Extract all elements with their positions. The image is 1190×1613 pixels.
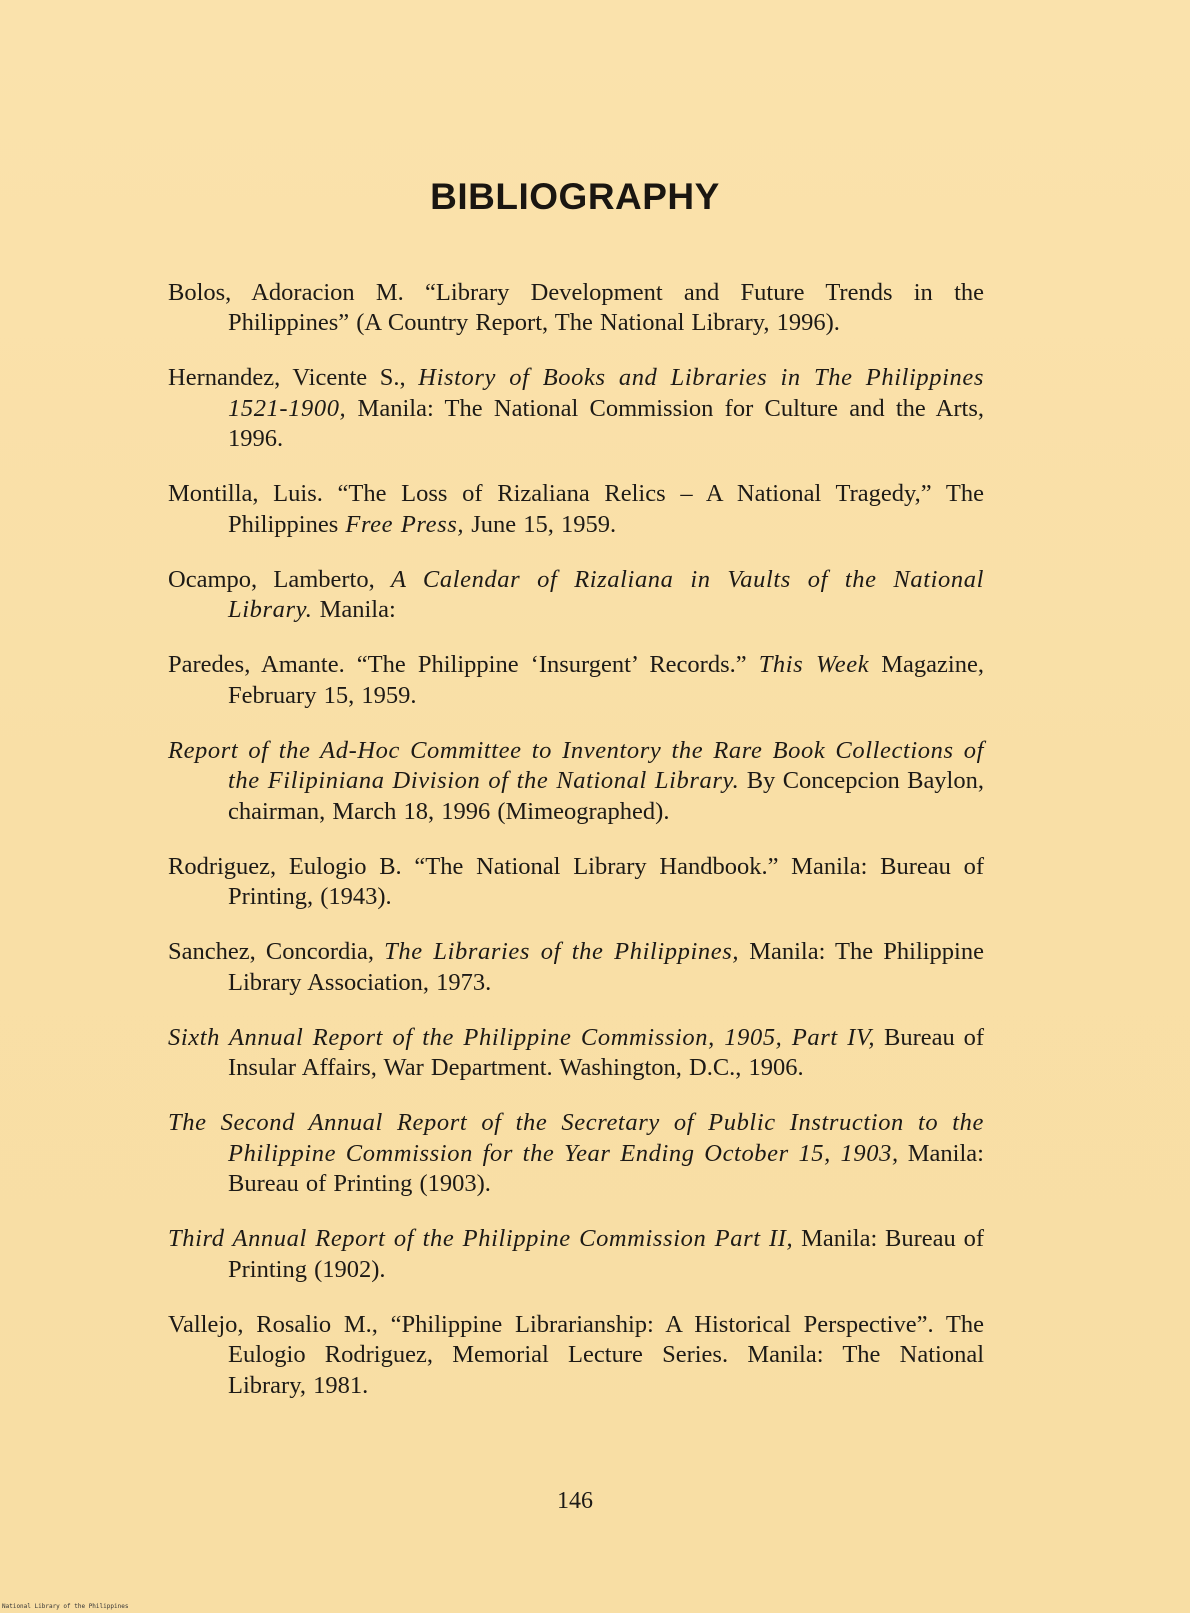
entry-author: Hernandez, Vicente S., <box>168 364 419 391</box>
entry-publication: By Concepcion Baylon, chairman, March 18, 1996 (Mimeographed). <box>228 767 984 825</box>
entry-publication: Manila: The National Commission for Culture and the Arts, 1996. <box>228 394 984 452</box>
bibliography-list <box>168 253 984 1422</box>
entry-author: Sanchez, Concordia, <box>168 938 385 965</box>
entry-text: Vallejo, Rosalio M., “Philippine Librarianship: A Historical Perspective”. The Eulogio Rodriguez, Memorial Lecture Series. Manila: The National Library, 1981. <box>168 1310 984 1399</box>
entry-title: This Week <box>758 651 870 678</box>
bibliography-entry-third-annual-report <box>168 1224 984 1285</box>
entry-lead: Montilla, Luis. “The Loss of Rizaliana Relics – A National Tragedy,” The Philippines <box>168 480 984 538</box>
entry-text: Rodriguez, Eulogio B. “The National Library Handbook.” Manila: Bureau of Printing, (1943). <box>168 852 984 910</box>
entry-publication: Bureau of Insular Affairs, War Department. Washington, D.C., 1906. <box>228 1023 984 1081</box>
entry-title: Sixth Annual Report of the Philippine Commission, 1905, Part IV, <box>168 1023 876 1051</box>
entry-lead: Paredes, Amante. “The Philippine ‘Insurgent’ Records.” <box>168 651 759 678</box>
bibliography-entry-vallejo <box>168 1310 984 1402</box>
entry-publication: June 15, 1959. <box>464 510 617 538</box>
entry-publication: Manila: Bureau of Printing (1902). <box>228 1225 984 1283</box>
bibliography-entry-ocampo <box>168 565 984 626</box>
bibliography-entry-rodriguez <box>168 852 984 913</box>
entry-publication: Manila: The Philippine Library Association, 1973. <box>228 938 984 996</box>
bibliography-entry-sanchez <box>168 937 984 998</box>
entry-publication: Magazine, February 15, 1959. <box>228 651 984 709</box>
bibliography-entry-bolos <box>168 278 984 339</box>
entry-title: Third Annual Report of the Philippine Commission Part II, <box>168 1225 794 1252</box>
entry-title: A Calendar of Rizaliana in Vaults of the National Library. <box>228 565 984 623</box>
bibliography-entry-montilla <box>168 479 984 540</box>
entry-title: Report of the Ad-Hoc Committee to Inventory the Rare Book Collections of the Filipiniana Division of the National Library. <box>168 736 984 794</box>
entry-publication: Manila: <box>312 596 396 623</box>
bibliography-entry-hernandez <box>168 363 984 455</box>
bibliography-entry-sixth-annual-report <box>168 1023 984 1084</box>
bibliography-entry-paredes <box>168 650 984 711</box>
entry-title: History of Books and Libraries in The Philippines 1521-1900, <box>228 364 984 422</box>
entry-title: Free Press, <box>345 510 465 538</box>
page-number: 146 <box>557 1488 593 1514</box>
bibliography-entry-adhoc-report <box>168 736 984 828</box>
entry-text: Bolos, Adoracion M. “Library Development and Future Trends in the Philippines” (A Country Report, The National Library, 1996). <box>168 278 984 336</box>
page-title: BIBLIOGRAPHY <box>430 176 720 217</box>
entry-author: Ocampo, Lamberto, <box>168 565 391 593</box>
entry-title: The Second Annual Report of the Secretary of Public Instruction to the Philippine Commission for the Year Ending October 15, 1903, <box>168 1109 984 1167</box>
entry-title: The Libraries of the Philippines, <box>384 938 740 965</box>
entry-publication: Manila: Bureau of Printing (1903). <box>228 1139 984 1197</box>
bibliography-entry-second-annual-report <box>168 1108 984 1200</box>
footer-credit: National Library of the Philippines <box>2 1603 129 1610</box>
